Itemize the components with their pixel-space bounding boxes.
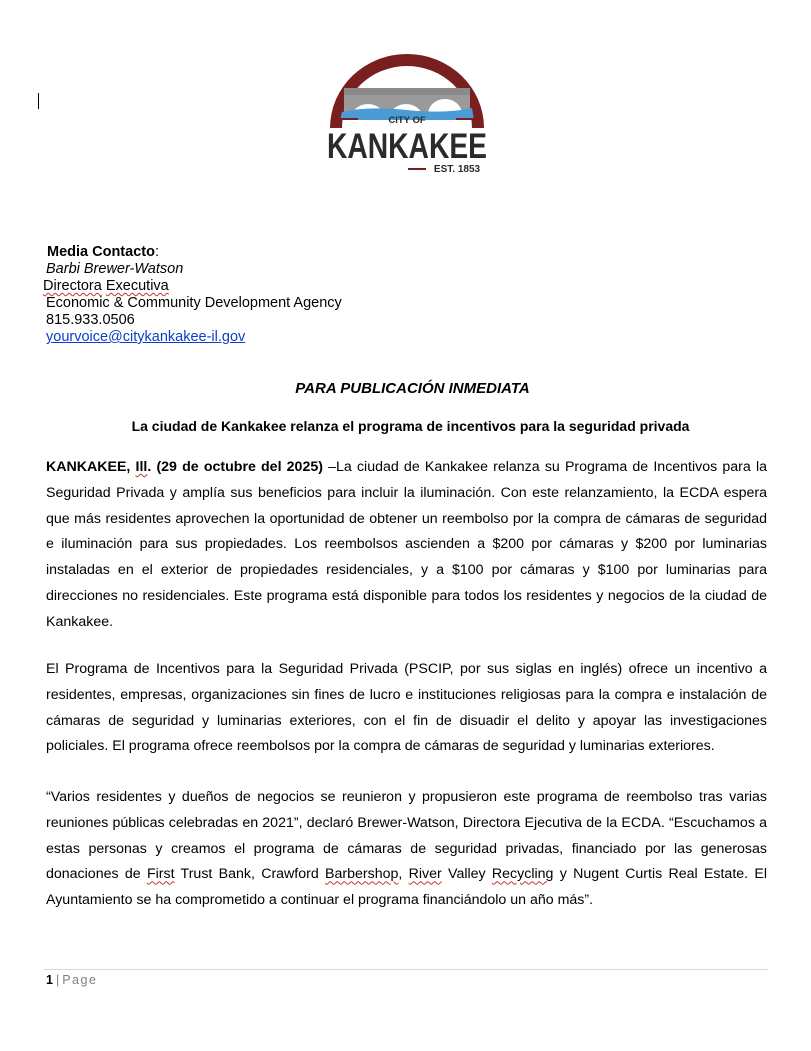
city-logo xyxy=(322,50,492,178)
contact-role xyxy=(43,278,342,295)
release-notice xyxy=(0,380,811,397)
logo-bridge-deck xyxy=(344,88,470,95)
text-cursor xyxy=(38,93,39,109)
contact-agency: Economic & Community Development Agency xyxy=(46,295,342,311)
logo-city-name: KANKAKEE xyxy=(327,127,487,166)
paragraph-3-part-e: y Nugent Curtis Real Estate. El Ayuntamiento se ha comprometido a continuar el programa financiándolo un año más”. xyxy=(46,866,767,909)
contact-label-colon: : xyxy=(154,244,159,260)
paragraph-1-body: –La ciudad de Kankakee relanza su Programa de Incentivos para la Seguridad Privada y amplía sus beneficios para incluir la iluminación. Con este relanzamiento, la ECDA espera que más residentes aprovechen la oportunidad de obtener un reembolso por la compra de cámaras de seguridad e iluminación para sus propiedades. Los reembolsos ascienden a $200 por cámaras y $200 por luminarias instaladas en el exterior de propiedades residenciales, y a $100 por cámaras y $100 por luminarias para direcciones no residenciales. Este programa está disponible para todos los residentes y negocios de la ciudad de Kankakee. xyxy=(46,459,767,630)
logo-established: EST. 1853 xyxy=(433,164,481,175)
footer-divider xyxy=(44,969,768,970)
paragraph-3-part-a: “Varios residentes y dueños de negocios se reunieron y propusieron este programa de reembolso tras varias reuniones públicas celebradas en 2021”, declaró Brewer-Watson, Directora Ejecutiva de la ECDA. “Escuchamos a estas personas y creamos el programa de cámaras de seguridad privadas, financiado por las generosas donaciones de xyxy=(46,789,767,883)
logo-city-of: CITY OF xyxy=(388,115,426,126)
spell-flag-river: River xyxy=(408,866,442,883)
release-notice-text: PARA PUBLICACIÓN INMEDIATA xyxy=(295,380,530,397)
spell-flag-recycling: Recycling xyxy=(491,866,554,883)
contact-role-word2: Executiva xyxy=(105,278,169,294)
spell-flag-first: First xyxy=(146,866,175,883)
paragraph-2: El Programa de Incentivos para la Seguridad Privada (PSCIP, por sus siglas en inglés) ofrece un incentivo a residentes, empresas, organizaciones sin fines de lucro e instituciones religiosas para la compra e instalación de cámaras de seguridad y luminarias exteriores, con el fin de disuadir el delito y apoyar las investigaciones policiales. El programa ofrece reembolsos por la compra de cámaras de seguridad y luminarias exteriores. xyxy=(46,661,767,755)
paragraph-3-part-b: Trust Bank, Crawford xyxy=(174,866,326,883)
contact-name: Barbi Brewer-Watson xyxy=(46,261,184,277)
press-headline xyxy=(0,418,811,434)
paragraph-3 xyxy=(46,785,767,914)
contact-phone: 815.933.0506 xyxy=(46,312,135,328)
paragraph-3-part-c: , xyxy=(398,866,409,883)
page-label: Page xyxy=(62,973,98,987)
paragraph-1 xyxy=(46,455,767,636)
media-contact-block xyxy=(43,244,342,346)
contact-role-word1: Directora xyxy=(43,278,102,294)
press-headline-text: La ciudad de Kankakee relanza el programa de incentivos para la seguridad privada xyxy=(131,418,690,434)
dateline-state: Ill xyxy=(135,459,148,475)
footer-separator: | xyxy=(55,973,60,987)
paragraph-3-part-d: Valley xyxy=(441,866,492,883)
page-number: 1 xyxy=(46,973,53,987)
contact-email-link[interactable]: yourvoice@citykankakee-il.gov xyxy=(46,329,246,345)
contact-label-line xyxy=(46,244,342,261)
dateline-city: KANKAKEE, xyxy=(46,459,136,475)
dateline-date: . (29 de octubre del 2025) xyxy=(147,459,323,475)
dateline xyxy=(46,459,323,475)
contact-label: Media Contacto xyxy=(47,244,155,260)
spell-flag-barbershop: Barbershop xyxy=(325,866,399,883)
page-footer xyxy=(46,973,97,987)
